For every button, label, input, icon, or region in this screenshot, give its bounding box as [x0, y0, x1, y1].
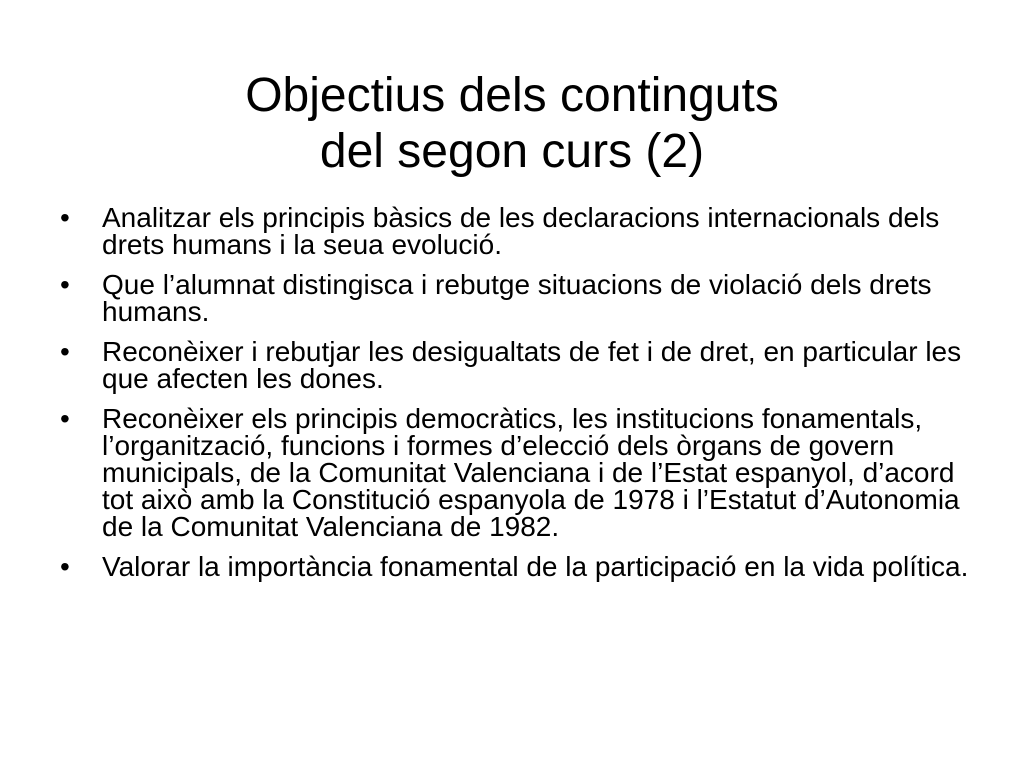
bullet-dot-icon: •: [60, 269, 70, 300]
slide-title: [0, 68, 1024, 180]
bullet-text: Reconèixer i rebutjar les desigualtats de fet i de dret, en particular les que afecten les dones.: [102, 336, 962, 394]
bullet-text: Valorar la importància fonamental de la participació en la vida política.: [102, 551, 969, 582]
bullet-item: [56, 204, 976, 258]
slide-title-line-1: Objectius dels continguts: [245, 69, 779, 123]
bullet-item: [56, 338, 976, 392]
bullet-dot-icon: •: [60, 336, 70, 367]
bullet-dot-icon: •: [60, 202, 70, 233]
bullet-item: [56, 271, 976, 325]
bullet-list: [56, 204, 976, 593]
slide-title-line-2: del segon curs (2): [319, 125, 705, 179]
bullet-text: Reconèixer els principis democràtics, les institucions fonamentals, l’organització, funcions i formes d’elecció dels òrgans de govern municipals, de la Comunitat Valenciana i de l’Estat espanyol, d’acord tot això amb la Constitució espanyola de 1978 i l’Estatut d’Autonomia de la Comunitat Valenciana de 1982.: [102, 403, 960, 542]
bullet-dot-icon: •: [60, 551, 70, 582]
bullet-item: [56, 553, 976, 580]
bullet-text: Analitzar els principis bàsics de les declaracions internacionals dels drets humans i la seua evolució.: [102, 202, 940, 260]
bullet-dot-icon: •: [60, 403, 70, 434]
bullet-text: Que l’alumnat distingisca i rebutge situacions de violació dels drets humans.: [102, 269, 932, 327]
bullet-item: [56, 405, 976, 540]
